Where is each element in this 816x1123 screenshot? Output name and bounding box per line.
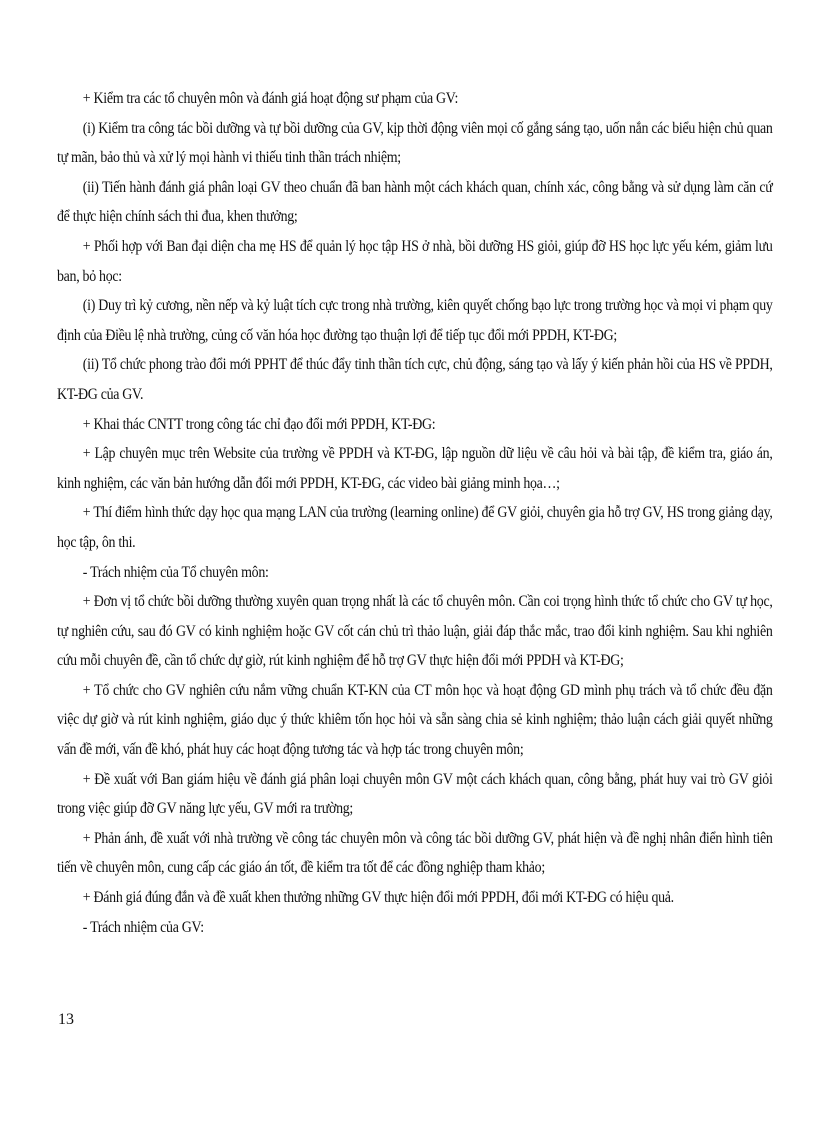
paragraph-3: (ii) Tiến hành đánh giá phân loại GV theo chuẩn đã ban hành một cách khách quan, chính xác, công bằng và sử dụng làm căn cứ để thực hiện chính sách thi đua, khen thưởng;: [57, 177, 773, 226]
paragraph-11: + Đơn vị tổ chức bồi dưỡng thường xuyên quan trọng nhất là các tổ chuyên môn. Cần coi trọng hình thức tổ chức cho GV tự học, tự nghiên cứu, sau đó GV có kinh nghiệm hoặc GV cốt cán chủ trì thảo luận, giải đáp thắc mắc, trao đổi kinh nghiệm. Sau khi nghiên cứu mỗi chuyên đề, cần tổ chức dự giờ, rút kinh nghiệm để hỗ trợ GV thực hiện đổi mới PPDH và KT-ĐG;: [57, 592, 773, 670]
paragraph-12: + Tổ chức cho GV nghiên cứu nắm vững chuẩn KT-KN của CT môn học và hoạt động GD mình phụ trách và tổ chức đều đặn việc dự giờ và rút kinh nghiệm, giáo dục ý thức khiêm tốn học hỏi và sẵn sàng chia sẻ kinh nghiệm; thảo luận cách giải quyết những vấn đề mới, vấn đề khó, phát huy các hoạt động tương tác và hợp tác trong chuyên môn;: [57, 680, 773, 759]
document-body: [57, 84, 773, 942]
paragraph-15: + Đánh giá đúng đắn và đề xuất khen thưởng những GV thực hiện đổi mới PPDH, đổi mới KT-ĐG có hiệu quả.: [82, 888, 674, 907]
paragraph-6: (ii) Tổ chức phong trào đổi mới PPHT để thúc đẩy tinh thần tích cực, chủ động, sáng tạo và lấy ý kiến phản hồi của HS về PPDH, KT-ĐG của GV.: [57, 355, 773, 403]
paragraph-2: (i) Kiểm tra công tác bồi dưỡng và tự bồi dưỡng của GV, kịp thời động viên mọi cố gắng sáng tạo, uốn nắn các biểu hiện chủ quan tự mãn, bảo thủ và xử lý mọi hành vi thiếu tinh thần trách nhiệm;: [57, 118, 773, 167]
paragraph-14: + Phản ánh, đề xuất với nhà trường về công tác chuyên môn và công tác bồi dưỡng GV, phát hiện và đề nghị nhân điển hình tiên tiến về chuyên môn, cung cấp các giáo án tốt, đề kiểm tra tốt để các đồng nghiệp tham khảo;: [57, 828, 773, 877]
paragraph-13: + Đề xuất với Ban giám hiệu về đánh giá phân loại chuyên môn GV một cách khách quan, công bằng, phát huy vai trò GV giỏi trong việc giúp đỡ GV năng lực yếu, GV mới ra trường;: [57, 769, 773, 818]
paragraph-4: + Phối hợp với Ban đại diện cha mẹ HS để quản lý học tập HS ở nhà, bồi dưỡng HS giỏi, giúp đỡ HS học lực yếu kém, giảm lưu ban, bỏ học:: [57, 236, 773, 285]
paragraph-10: - Trách nhiệm của Tổ chuyên môn:: [82, 562, 269, 581]
paragraph-9: + Thí điểm hình thức dạy học qua mạng LAN của trường (learning online) để GV giỏi, chuyên gia hỗ trợ GV, HS trong giảng dạy, học tập, ôn thi.: [57, 503, 773, 551]
paragraph-16: - Trách nhiệm của GV:: [82, 917, 204, 936]
paragraph-8: + Lập chuyên mục trên Website của trường về PPDH và KT-ĐG, lập nguồn dữ liệu về câu hỏi và bài tập, đề kiểm tra, giáo án, kinh nghiệm, các văn bản hướng dẫn đổi mới PPDH, KT-ĐG, các video bài giảng minh họa…;: [57, 444, 773, 492]
paragraph-5: (i) Duy trì kỷ cương, nền nếp và kỷ luật tích cực trong nhà trường, kiên quyết chống bạo lực trong trường học và mọi vi phạm quy định của Điều lệ nhà trường, củng cố văn hóa học đường tạo thuận lợi để tiếp tục đổi mới PPDH, KT-ĐG;: [57, 296, 773, 344]
page-number: 13: [58, 1011, 74, 1028]
paragraph-7: + Khai thác CNTT trong công tác chỉ đạo đổi mới PPDH, KT-ĐG:: [82, 414, 436, 433]
paragraph-1: + Kiểm tra các tổ chuyên môn và đánh giá hoạt động sư phạm của GV:: [82, 89, 459, 107]
